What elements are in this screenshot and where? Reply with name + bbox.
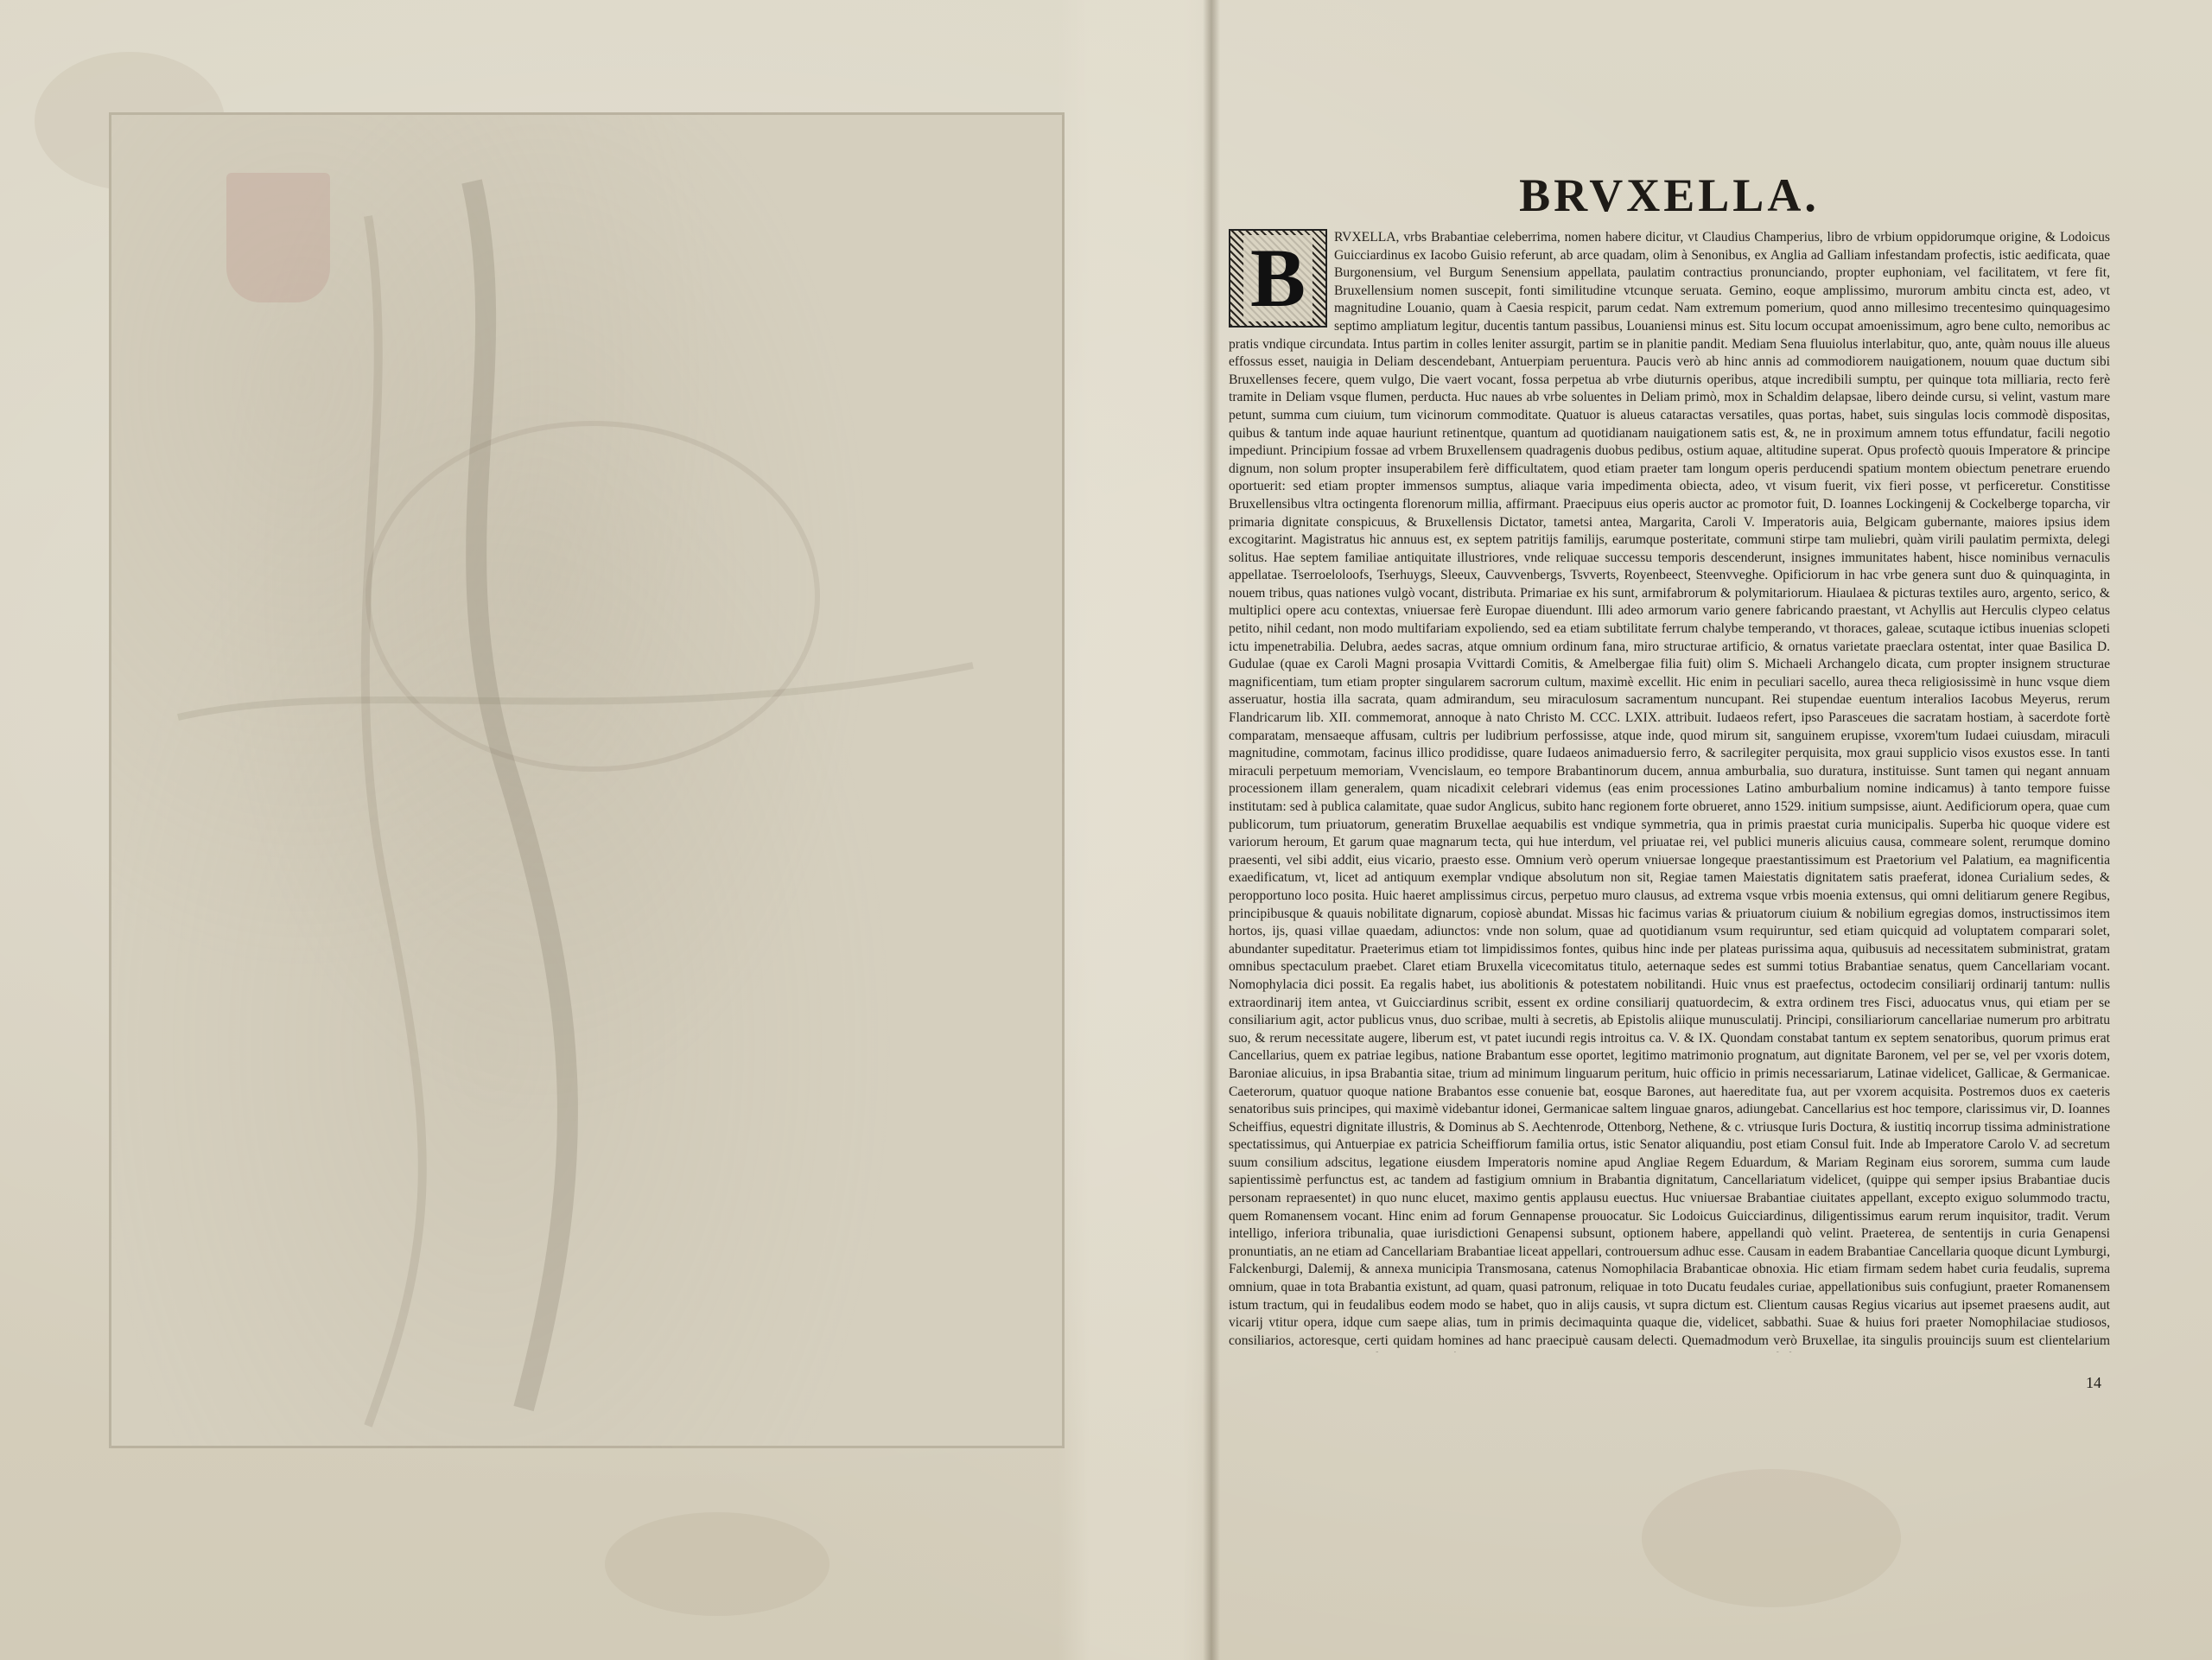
drop-cap-letter: B xyxy=(1243,235,1313,321)
paper-stain xyxy=(605,1512,830,1616)
ghost-city-outline xyxy=(368,423,817,769)
text-page xyxy=(1229,169,2110,1421)
ghost-wall-line xyxy=(365,216,423,1426)
center-fold-strip xyxy=(1058,0,1214,1660)
body-text: RVXELLA, vrbs Brabantiae celeberrima, nomen habere dicitur, vt Claudius Champerius, libro de vrbium oppidorumque origine, & Lodoicus Guicciardinus ex Iacobo Guisio referunt, ab arce quadam, olim à Senonibus, ex Anglia ad Galliam infestandam profectis, istic aedificata, quae Burgonensium, vel Burgum Senensium appellata, paulatim contractius pronunciando, propter euphoniam, vel facilitatem, vt fere fit, Bruxellensium nomen suscepit, fonti similitudine vtcunque seruata. Gemino, eoque amplissimo, murorum ambitu cincta est, adeo, vt magnitudine Louanio, quam à Caesia respicit, parum cedat. Nam extremum pomerium, quod anno millesimo trecentesimo quinquagesimo septimo ampliatum legitur, ducentis tantum passibus, Louaniensi minus est. Situ locum occupat amoenissimum, agro bene culto, nemoribus ac pratis vndique circundata. Intus partim in colles leniter assurgit, partim se in planitie pandit. Mediam Sena fluuiolus interlabitur, quo, ante, quàm nouus ille alueus effossus esset, nauigia in Deliam descendebant, Antuerpiam peruentura. Paucis verò ab hinc annis ad commodiorem nauigationem, nouum quae ductum sibi Bruxellenses fecere, quem vulgo, Die vaert vocant, fossa perpetua ab vrbe diuturnis operibus, atque incredibili sumptu, per quinque tota milliaria, recto ferè tramite in Deliam vsque flumen, perducta. Huc naues ab vrbe soluentes in Deliam primò, mox in Schaldim delapsae, libero deinde cursu, si velint, vastum mare petunt, summa cum ciuium, tum vicinorum commoditate. Quatuor is alueus cataractas versatiles, quas portas, habet, suis singulas locis commodè dispositas, quibus & tantum inde aquae hauriunt retinentque, quantum ad quotidianam nauigationem satis est, &, ne in proximum amnem totus effundatur, facili negotio impediunt. Principium fossae ad vrbem Bruxellensem quadragenis duobus pedibus, ostium aquae, altitudine superat. Opus profectò quouis Imperatore & principe dignum, non solum propter insuperabilem ferè difficultatem, quod etiam praeter tam longum operis perducendi spatium montem obiectum penetrare eruendo oportuerit: sed etiam propter immensos sumptus, aliaque varia impedimenta obiecta, adeo, vt visum fuerit, vix fieri posse, vt perficeretur. Constitisse Bruxellensibus vltra octingenta florenorum millia, affirmant. Praecipuus eius operis auctor ac promotor fuit, D. Ioannes Lockingenij & Cockelberge toparcha, vir primaria dignitate conspicuus, & Bruxellensis Dictator, tametsi antea, Margarita, Caroli V. Imperatoris auia, Belgicam gubernante, maiores ipsius idem excogitarint. Magistratus hic annuus est, ex septem patritijs familijs, earumque posteritate, communi stirpe tam muliebri, quàm virili paulatim permixta, delegi solitus. Hae septem familiae antiquitate illustriores, vnde reliquae successu temporis descenderunt, insignes immunitates habent, hisce nominibus vernaculis appellatae. Tserroeloloofs, Tserhuygs, Sleeux, Cauvvenbergs, Tsvverts, Royenbeect, Steenvveghe. Opificiorum in hac vrbe genera sunt duo & quinquaginta, in nouem tribus, quas nationes vulgò vocant, distributa. Primariae ex his sunt, armifabrorum & polymitariorum. Hiaulaea & picturas textiles auro, argento, serico, & multiplici opere acu contextas, vniuersae ferè Europae diuendunt. Illi adeo armorum vario genere fabricando praestant, vt Achyllis aut Herculis clypeo celatus petito, nihil cedant, non modo multifariam expoliendo, sed ea etiam subtilitate ferrum chalybe temperando, vt thoraces, galeae, scutaque ictibus inuenias sclopeti ictu impenetrabilia. Delubra, aedes sacras, atque omnium ordinum fana, miro structurae artificio, & ornatus varietate praeclara ostentat, inter quae Basilica D. Gudulae (quae ex Caroli Magni prosapia Vvittardi Comitis, & Amelbergae filia fuit) olim S. Michaeli Archangelo dicata, cum propter insignem structurae magnificentiam, tum etiam propter singularem sacrorum cultum, maximè excellit. Hic enim in peculiari sacello, aurea theca religiosissimè in hunc vsque diem asseruatur, hostia illa sacrata, quam admirandum, seu miraculosum sacramentum nuncupant. Rei stupendae euentum interalios Iacobus Meyerus, rerum Flandricarum lib. XII. commemorat, annoque à nato Christo M. CCC. LXIX. attribuit. Iudaeos refert, ipso Parasceues die sacratam hostiam, à sacerdote fortè comparatam, mensaeque affusam, cultris per ludibrium perfossisse, atque inde, quod mirum sit, sanguinem erupisse, vxorem'tum Iudaei cuiusdam, miraculi magnitudine, commotam, facinus illico prodidisse, quare Iudaeos animaduersio ferro, & sacrilegiter perquisita, mox graui supplicio visos exustos esse. In tanti miraculi perpetuum memoriam, Vvencislaum, eo tempore Brabantinorum ducem, annua amburbalia, suo duratura, instituisse. Sunt tamen qui negant annuam processionem illam generalem, quam nicadixit celebrari videmus (eas enim processiones Latino amburbalium nomine indicamus) à tanto tempore fuisse institutam: sed à publica calamitate, quae sudor Anglicus, subito hanc regionem forte obrueret, anno 1529. initium sumpsisse, aiunt. Aedificiorum opera, quae cum publicorum, tum priuatorum, generatim Bruxellae aequabilis est vndique symmetria, qua in primis praestat curia municipalis. Superba hic quoque videre est variorum heroum, Et garum quae magnarum tecta, qui hue interdum, vel priuatae rei, vel publici muneris alicuius causa, commeare solent, rerumque domino praesenti, vel sibi addit, eius vicario, praesto esse. Omnium verò operum vniuersae longeque praestantissimum est Praetorium vel Palatium, ea magnificentia exaedificatum, vt, licet ad antiquum exemplar vndique absolutum non sit, Regiae tamen Maiestatis dignitatem satis praeferat, idonea Curialium sedes, & peropportuno loco posita. Huic haeret amplissimus circus, perpetuo muro clausus, ad extrema vsque vrbis moenia extensus, qui omni delitiarum genere Regibus, principibusque & quauis nobilitate dignarum, copiosè abundat. Missas hic facimus varias & priuatorum ciuium & nobilium egregias domos, instructissimos item hortos, ijs, quasi villae quaedam, adiunctos: vnde non solum, quae ad quotidianum vsum requiruntur, sed etiam quicquid ad voluptatem comparari solet, abundanter supeditatur. Praeterimus etiam tot limpidissimos fontes, quibus hinc inde per plateas purissima aqua, quibusuis ad necessitatem subministrat, gratam omnibus spectaculum praebet. Claret etiam Bruxella vicecomitatus titulo, aeternaque sedes est summi totius Brabantiae senatus, quem Cancellariam vocant. Nomophylacia dici possit. Ea regalis habet, ius abolitionis & potestatem nobilitandi. Huic vnus est praefectus, octodecim consiliarij ordinarij tantum: nullis extraordinarij item antea, vt Guicciardinus scribit, essent ex ordine consiliarij quatuordecim, & extra ordinem tres Fisci, aduocatus vnus, qui etiam per se consiliarium agit, actor publicus vnus, duo scribae, multi à secretis, ab Epistolis aliique munusculatij. Principi, consiliariorum cancellariae numerum pro arbitratu suo, & rerum necessitate augere, liberum est, vt patet iucundi regis introitus ca. V. & IX. Quondam constabat tantum ex septem senatoribus, quorum primus erat Cancellarius, quem ex patriae legibus, natione Brabantum esse oportet, legitimo matrimonio prognatum, aut dignitate Baronem, vel per se, vel per vxoris dotem, Baroniae alicuius, in ipsa Brabantia sitae, trium ad minimum linguarum peritum, huic officio in primis necessariarum, Latinae videlicet, Gallicae, & Germanicae. Caeterorum, quatuor quoque natione Brabantos esse conuenie bat, eosque Barones, aut haereditate fua, aut per vxorem acquisita. Postremos duos ex caeteris senatoribus suis principes, qui maximè videbantur idonei, Germanicae saltem linguae gnaros, adiungebat. Cancellarius est hoc tempore, clarissimus vir, D. Ioannes Scheiffius, equestri dignitate illustris, & Dominus ab S. Aechtenrode, Ottenborg, Nethene, & c. vtriusque Iuris Doctura, & iustitiq incorrup tissima administratione spectatissimus, qui Antuerpiae ex patricia Scheiffiorum familia ortus, istic Senator aliquandiu, post etiam Consul fuit. Inde ab Imperatore Carolo V. ad secretum suum consilium adscitus, legatione eiusdem Imperatoris nomine apud Angliae Regem Eduardum, & Mariam Reginam eius sororem, summa cum laude sapientissimè perfunctus est, ac tandem ad fastigium omnium in Brabantia dignitatum, Cancellariatum videlicet, (quippe qui semper ipsius Brabantiae ducis personam repraesentet) in quo nunc elucet, maximo gentis applausu euectus. Huc vniuersae Brabantiae ciuitates appellant, excepto exiguo solummodo tractu, quem Romanensem vocant. Hinc enim ad forum Gennapense prouocatur. Sic Lodoicus Guicciardinus, diligentissimus earum rerum inquisitor, tradit. Verum intelligo, inferiora tribunalia, quae iurisdictioni Genapensi subsunt, optionem habere, appellandi quò velint. Praeterea, de sententijs in curia Genapensi pronuntiatis, an ne etiam ad Cancellariam Brabantiae liceat appellari, controuersum adhuc esse. Causam in eadem Brabantiae Cancellaria quoque dicunt Lymburgi, Falckenburgi, Dalemij, & annexa municipia Transmosana, catenus Nomophilacia Brabanticae obnoxia. Hic etiam firmam sedem habet curia feudalis, suprema omnium, quae in tota Brabantia existunt, ad quam, quasi patronum, reliquae in toto Ducatu feudales curiae, appellationibus suis confugiunt, praeter Romanensem istum tractum, qui in feudalibus eodem modo se habet, quo in alijs causis, vt supra dictum est. Clientum causas Regius vicarius aut ipsemet praesens audit, aut vicarij vtitur opera, idque cum saepe alias, tum in primis decimaquinta quaque die, videlicet, sabbathi. Suae & huius fori praeter Nomophilaciae studiosos, consiliarios, actoresque, certi quidam homines ad hanc praecipuè causam delecti. Quemadmodum verò Bruxellae, ita singulis prouincijs suum est clientelarium xyxy=(1229,230,2110,1348)
center-fold-shadow xyxy=(1203,0,1220,1660)
ghost-river-line xyxy=(472,181,568,1409)
ghost-road-line xyxy=(178,665,973,717)
page-title: BRVXELLA. xyxy=(1519,169,1820,221)
body-text-block xyxy=(1229,229,2110,1352)
drop-cap-spacer xyxy=(1229,229,1334,329)
map-show-through-svg xyxy=(109,112,1059,1443)
page-number: 14 xyxy=(2086,1374,2101,1391)
paper-stain xyxy=(1642,1469,1901,1607)
